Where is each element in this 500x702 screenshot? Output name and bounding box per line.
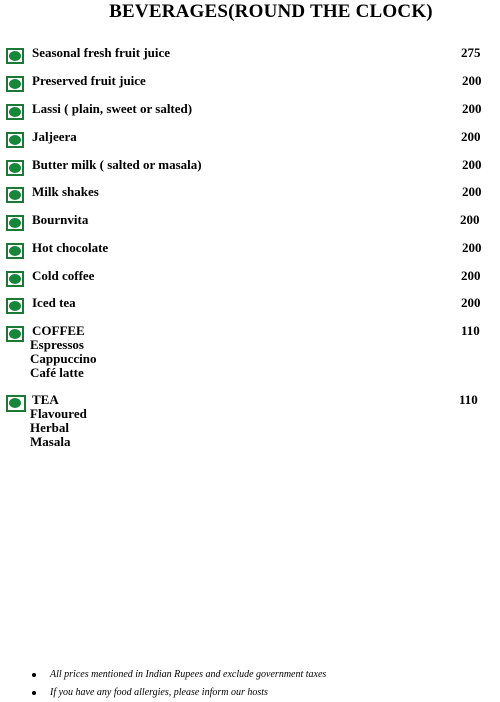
item-price: 200 [461,129,481,144]
item-price: 200 [462,101,482,116]
menu-item [6,101,488,121]
note-item: If you have any food allergies, please inform our hosts [30,684,326,702]
menu-title: BEVERAGES(ROUND THE CLOCK) [109,1,433,22]
note-item: All prices mentioned in Indian Rupees and exclude government taxes [30,666,326,684]
menu-item [6,184,488,204]
item-price: 110 [459,392,478,407]
tea-option: Masala [30,434,71,449]
menu-item [6,212,488,232]
item-price: 200 [462,184,482,199]
item-name: Seasonal fresh fruit juice [32,45,171,60]
item-name: Lassi ( plain, sweet or salted) [32,101,193,116]
item-price: 200 [462,73,482,88]
item-name: Preserved fruit juice [32,73,146,88]
item-price: 200 [461,295,481,310]
menu-item [6,268,488,288]
item-name: COFFEE [32,323,85,338]
coffee-option: Espressos [30,337,84,352]
item-price: 200 [462,157,482,172]
tea-option: Herbal [30,420,69,435]
item-price: 200 [461,268,481,283]
item-price: 200 [462,240,482,255]
item-name: Iced tea [32,295,76,310]
menu-item [6,129,488,149]
menu-item [6,157,488,177]
item-name: Cold coffee [32,268,95,283]
item-name: Bournvita [32,212,89,227]
menu-item [6,45,488,65]
veg-indicator-icon [6,160,24,176]
veg-indicator-icon [6,326,24,342]
menu-item [6,240,488,260]
veg-indicator-icon [6,243,24,259]
veg-indicator-icon [6,271,24,287]
item-name: TEA [32,392,59,407]
veg-indicator-icon [6,395,26,412]
item-name: Butter milk ( salted or masala) [32,157,202,172]
veg-indicator-icon [6,298,24,314]
item-name: Hot chocolate [32,240,109,255]
veg-indicator-icon [6,76,24,92]
veg-indicator-icon [6,48,24,64]
menu-item [6,295,488,315]
footer-notes [30,666,326,702]
veg-indicator-icon [6,187,24,203]
coffee-option: Café latte [30,365,84,380]
menu-item [6,73,488,93]
tea-option: Flavoured [30,406,87,421]
item-price: 110 [461,323,480,338]
coffee-option: Cappuccino [30,351,97,366]
veg-indicator-icon [6,104,24,120]
item-name: Jaljeera [32,129,77,144]
item-price: 275 [461,45,481,60]
item-price: 200 [460,212,480,227]
item-name: Milk shakes [32,184,99,199]
veg-indicator-icon [6,215,24,231]
veg-indicator-icon [6,132,24,148]
